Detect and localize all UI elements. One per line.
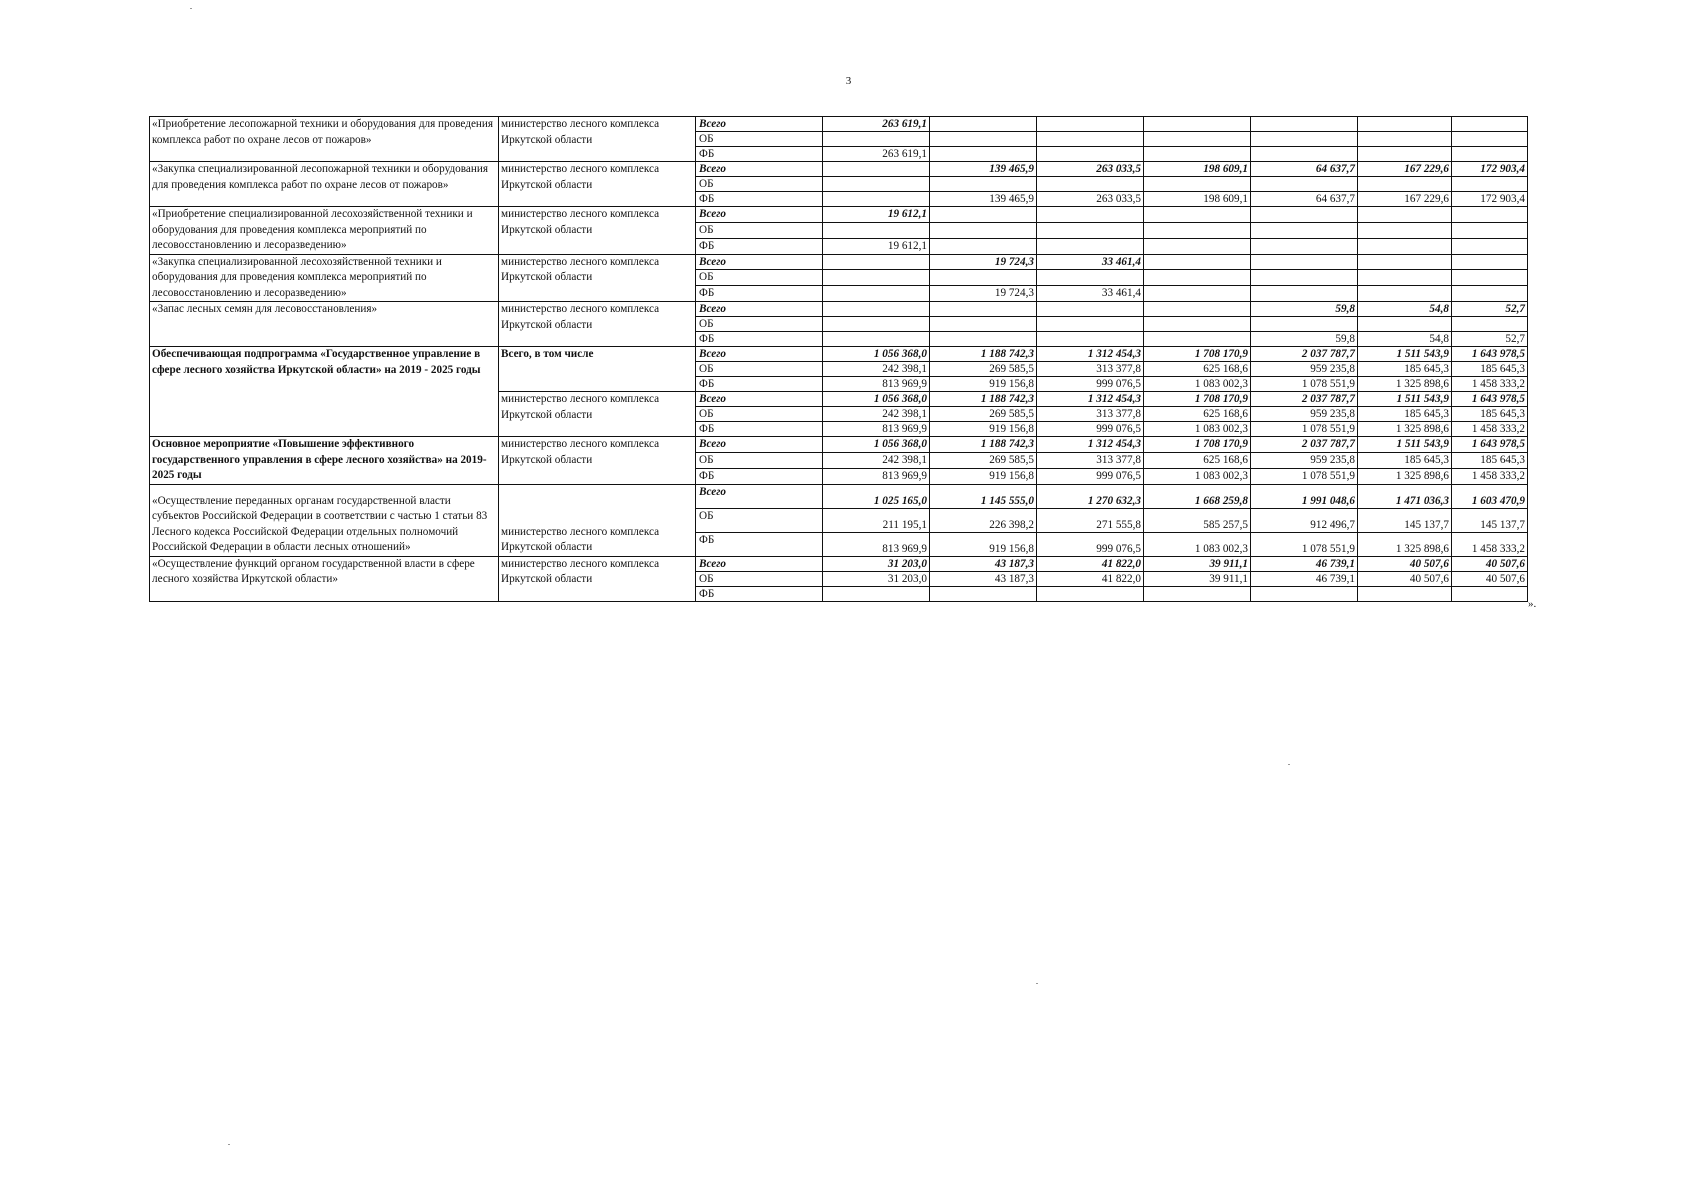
amount-cell <box>1358 132 1452 147</box>
executor-cell: министерство лесного комплекса Иркутской области <box>499 207 696 255</box>
amount-cell <box>1144 132 1251 147</box>
amount-cell <box>1358 238 1452 254</box>
amount-cell <box>930 177 1037 192</box>
amount-cell: 919 156,8 <box>930 422 1037 437</box>
funding-source-label: ФБ <box>696 377 823 392</box>
amount-cell <box>1037 207 1144 223</box>
amount-cell: 1 511 543,9 <box>1358 392 1452 407</box>
measure-name: «Приобретение специализированной лесохозяйственной техники и оборудования для проведения комплекса мероприятий по лесовосстановлению и лесоразведению» <box>150 207 499 255</box>
amount-cell: 40 507,6 <box>1452 556 1528 571</box>
amount-cell: 263 033,5 <box>1037 192 1144 207</box>
amount-cell: 19 724,3 <box>930 286 1037 302</box>
amount-cell: 167 229,6 <box>1358 192 1452 207</box>
measure-name: «Закупка специализированной лесопожарной техники и оборудования для проведения комплекса работ по охране лесов от пожаров» <box>150 162 499 207</box>
amount-cell: 999 076,5 <box>1037 377 1144 392</box>
amount-cell <box>1452 254 1528 270</box>
measure-name: «Приобретение лесопожарной техники и оборудования для проведения комплекса работ по охране лесов от пожаров» <box>150 117 499 162</box>
executor-cell: министерство лесного комплекса Иркутской области <box>499 556 696 601</box>
amount-cell: 1 188 742,3 <box>930 437 1037 453</box>
executor-cell: министерство лесного комплекса Иркутской области <box>499 254 696 302</box>
funding-source-label: Всего <box>696 484 823 508</box>
amount-cell <box>1251 207 1358 223</box>
amount-cell: 263 619,1 <box>823 147 930 162</box>
amount-cell <box>1452 238 1528 254</box>
measure-name: Основное мероприятие «Повышение эффективного государственного управления в сфере лесного хозяйства» на 2019-2025 годы <box>150 437 499 485</box>
amount-cell: 813 969,9 <box>823 422 930 437</box>
funding-source-label: ОБ <box>696 571 823 586</box>
amount-cell: 2 037 787,7 <box>1251 347 1358 362</box>
amount-cell <box>823 332 930 347</box>
funding-source-label: ОБ <box>696 177 823 192</box>
amount-cell: 39 911,1 <box>1144 556 1251 571</box>
amount-cell: 40 507,6 <box>1358 571 1452 586</box>
amount-cell <box>823 192 930 207</box>
amount-cell: 1 145 555,0 <box>930 484 1037 508</box>
amount-cell <box>823 177 930 192</box>
amount-cell: 999 076,5 <box>1037 532 1144 556</box>
amount-cell: 813 969,9 <box>823 532 930 556</box>
amount-cell: 1 325 898,6 <box>1358 422 1452 437</box>
amount-cell <box>1358 270 1452 286</box>
amount-cell <box>1251 117 1358 132</box>
amount-cell: 1 511 543,9 <box>1358 437 1452 453</box>
amount-cell <box>930 132 1037 147</box>
amount-cell <box>1358 317 1452 332</box>
scan-speck <box>228 1144 230 1145</box>
funding-source-label: ФБ <box>696 468 823 484</box>
amount-cell <box>1037 270 1144 286</box>
amount-cell: 40 507,6 <box>1452 571 1528 586</box>
amount-cell: 185 645,3 <box>1358 362 1452 377</box>
amount-cell <box>930 222 1037 238</box>
funding-source-label: Всего <box>696 347 823 362</box>
amount-cell: 1 025 165,0 <box>823 484 930 508</box>
funding-source-label: Всего <box>696 207 823 223</box>
amount-cell <box>1358 586 1452 601</box>
amount-cell: 269 585,5 <box>930 362 1037 377</box>
funding-source-label: ФБ <box>696 286 823 302</box>
amount-cell <box>1037 132 1144 147</box>
amount-cell <box>930 147 1037 162</box>
amount-cell: 39 911,1 <box>1144 571 1251 586</box>
amount-cell: 64 637,7 <box>1251 162 1358 177</box>
amount-cell <box>1037 302 1144 317</box>
amount-cell: 263 033,5 <box>1037 162 1144 177</box>
amount-cell <box>1144 332 1251 347</box>
funding-source-label: Всего <box>696 162 823 177</box>
amount-cell: 59,8 <box>1251 302 1358 317</box>
amount-cell: 919 156,8 <box>930 377 1037 392</box>
amount-cell: 59,8 <box>1251 332 1358 347</box>
amount-cell: 1 078 551,9 <box>1251 468 1358 484</box>
amount-cell <box>1251 132 1358 147</box>
amount-cell <box>1144 302 1251 317</box>
amount-cell: 313 377,8 <box>1037 407 1144 422</box>
amount-cell <box>930 207 1037 223</box>
amount-cell: 813 969,9 <box>823 468 930 484</box>
amount-cell <box>1251 177 1358 192</box>
closing-quote-mark: ». <box>1528 598 1537 610</box>
executor-cell: министерство лесного комплекса Иркутской области <box>499 117 696 162</box>
amount-cell <box>1358 207 1452 223</box>
amount-cell: 40 507,6 <box>1358 556 1452 571</box>
amount-cell: 313 377,8 <box>1037 362 1144 377</box>
funding-source-label: Всего <box>696 437 823 453</box>
amount-cell: 1 083 002,3 <box>1144 377 1251 392</box>
amount-cell: 1 056 368,0 <box>823 392 930 407</box>
amount-cell: 1 312 454,3 <box>1037 392 1144 407</box>
amount-cell <box>1144 177 1251 192</box>
amount-cell: 198 609,1 <box>1144 192 1251 207</box>
amount-cell: 625 168,6 <box>1144 407 1251 422</box>
amount-cell: 1 643 978,5 <box>1452 347 1528 362</box>
amount-cell: 43 187,3 <box>930 571 1037 586</box>
amount-cell: 33 461,4 <box>1037 286 1144 302</box>
amount-cell <box>1452 177 1528 192</box>
amount-cell: 172 903,4 <box>1452 192 1528 207</box>
amount-cell <box>1452 117 1528 132</box>
funding-source-label: Всего <box>696 302 823 317</box>
amount-cell: 46 739,1 <box>1251 571 1358 586</box>
amount-cell: 1 708 170,9 <box>1144 347 1251 362</box>
amount-cell <box>1251 238 1358 254</box>
amount-cell: 33 461,4 <box>1037 254 1144 270</box>
amount-cell <box>823 270 930 286</box>
amount-cell <box>1144 317 1251 332</box>
amount-cell: 46 739,1 <box>1251 556 1358 571</box>
amount-cell: 1 056 368,0 <box>823 347 930 362</box>
amount-cell <box>1144 147 1251 162</box>
amount-cell <box>1358 286 1452 302</box>
amount-cell: 313 377,8 <box>1037 452 1144 468</box>
amount-cell <box>1144 586 1251 601</box>
amount-cell: 1 083 002,3 <box>1144 422 1251 437</box>
amount-cell: 1 078 551,9 <box>1251 532 1358 556</box>
amount-cell: 1 083 002,3 <box>1144 468 1251 484</box>
amount-cell <box>1358 117 1452 132</box>
amount-cell: 242 398,1 <box>823 452 930 468</box>
amount-cell <box>823 302 930 317</box>
executor-cell: министерство лесного комплекса Иркутской области <box>499 302 696 347</box>
subprogram-name: Обеспечивающая подпрограмма «Государственное управление в сфере лесного хозяйства Иркутской области» на 2019 - 2025 годы <box>150 347 499 437</box>
amount-cell: 1 078 551,9 <box>1251 377 1358 392</box>
funding-source-label: Всего <box>696 556 823 571</box>
page-number: 3 <box>845 75 852 87</box>
amount-cell <box>823 286 930 302</box>
amount-cell: 1 325 898,6 <box>1358 532 1452 556</box>
amount-cell: 1 078 551,9 <box>1251 422 1358 437</box>
amount-cell <box>930 270 1037 286</box>
amount-cell <box>1251 147 1358 162</box>
amount-cell: 1 325 898,6 <box>1358 377 1452 392</box>
amount-cell: 625 168,6 <box>1144 362 1251 377</box>
amount-cell: 1 708 170,9 <box>1144 392 1251 407</box>
measure-name: «Запас лесных семян для лесовосстановления» <box>150 302 499 347</box>
amount-cell <box>1144 270 1251 286</box>
amount-cell <box>823 132 930 147</box>
amount-cell: 269 585,5 <box>930 407 1037 422</box>
amount-cell: 1 325 898,6 <box>1358 468 1452 484</box>
amount-cell: 959 235,8 <box>1251 362 1358 377</box>
amount-cell: 999 076,5 <box>1037 468 1144 484</box>
executor-cell: министерство лесного комплекса Иркутской области <box>499 162 696 207</box>
amount-cell <box>1358 222 1452 238</box>
amount-cell: 185 645,3 <box>1452 452 1528 468</box>
funding-source-label: ФБ <box>696 586 823 601</box>
amount-cell <box>930 238 1037 254</box>
funding-source-label: ФБ <box>696 238 823 254</box>
amount-cell: 52,7 <box>1452 332 1528 347</box>
table-row <box>150 347 1528 362</box>
amount-cell <box>1251 222 1358 238</box>
amount-cell <box>823 254 930 270</box>
scan-speck <box>1288 764 1290 765</box>
amount-cell: 1 603 470,9 <box>1452 484 1528 508</box>
funding-table <box>149 116 1528 602</box>
amount-cell: 242 398,1 <box>823 362 930 377</box>
funding-source-label: Всего <box>696 254 823 270</box>
amount-cell: 41 822,0 <box>1037 571 1144 586</box>
amount-cell <box>1144 286 1251 302</box>
amount-cell: 19 724,3 <box>930 254 1037 270</box>
amount-cell <box>1452 222 1528 238</box>
amount-cell: 1 458 333,2 <box>1452 468 1528 484</box>
amount-cell: 64 637,7 <box>1251 192 1358 207</box>
funding-source-label: ОБ <box>696 132 823 147</box>
amount-cell: 139 465,9 <box>930 162 1037 177</box>
amount-cell: 919 156,8 <box>930 532 1037 556</box>
amount-cell: 2 037 787,7 <box>1251 437 1358 453</box>
amount-cell: 31 203,0 <box>823 571 930 586</box>
amount-cell <box>1144 238 1251 254</box>
table-row <box>150 302 1528 317</box>
amount-cell <box>930 117 1037 132</box>
amount-cell <box>1452 586 1528 601</box>
amount-cell <box>930 317 1037 332</box>
amount-cell: 1 458 333,2 <box>1452 422 1528 437</box>
amount-cell: 585 257,5 <box>1144 508 1251 532</box>
measure-name: «Закупка специализированной лесохозяйственной техники и оборудования для проведения комплекса мероприятий по лесовосстановлению и лесоразведению» <box>150 254 499 302</box>
amount-cell <box>1037 317 1144 332</box>
amount-cell <box>823 222 930 238</box>
table-row <box>150 484 1528 508</box>
amount-cell: 145 137,7 <box>1452 508 1528 532</box>
amount-cell <box>930 302 1037 317</box>
funding-source-label: ФБ <box>696 532 823 556</box>
funding-source-label: ФБ <box>696 422 823 437</box>
amount-cell <box>1037 238 1144 254</box>
amount-cell <box>1251 270 1358 286</box>
amount-cell <box>1144 254 1251 270</box>
amount-cell <box>1452 270 1528 286</box>
scan-speck <box>1036 983 1038 984</box>
amount-cell: 1 083 002,3 <box>1144 532 1251 556</box>
amount-cell: 1 188 742,3 <box>930 347 1037 362</box>
amount-cell <box>1037 147 1144 162</box>
amount-cell: 1 056 368,0 <box>823 437 930 453</box>
amount-cell: 625 168,6 <box>1144 452 1251 468</box>
amount-cell: 52,7 <box>1452 302 1528 317</box>
funding-source-label: ОБ <box>696 270 823 286</box>
amount-cell: 139 465,9 <box>930 192 1037 207</box>
amount-cell <box>1251 317 1358 332</box>
executor-cell: министерство лесного комплекса Иркутской области <box>499 484 696 556</box>
amount-cell: 226 398,2 <box>930 508 1037 532</box>
amount-cell: 185 645,3 <box>1358 452 1452 468</box>
amount-cell <box>1037 332 1144 347</box>
funding-source-label: ОБ <box>696 317 823 332</box>
amount-cell: 19 612,1 <box>823 207 930 223</box>
amount-cell: 19 612,1 <box>823 238 930 254</box>
funding-source-label: ОБ <box>696 222 823 238</box>
measure-name: «Осуществление переданных органам государственной власти субъектов Российской Федерации в соответствии с частью 1 статьи 83 Лесного кодекса Российской Федерации отдельных полномочий Российской Федерации в области лесных отношений» <box>150 484 499 556</box>
amount-cell: 31 203,0 <box>823 556 930 571</box>
executor-cell: Всего, в том числе <box>499 347 696 392</box>
funding-source-label: ФБ <box>696 332 823 347</box>
amount-cell: 919 156,8 <box>930 468 1037 484</box>
table-row <box>150 254 1528 270</box>
amount-cell: 1 270 632,3 <box>1037 484 1144 508</box>
funding-source-label: Всего <box>696 117 823 132</box>
amount-cell <box>1358 147 1452 162</box>
amount-cell: 1 188 742,3 <box>930 392 1037 407</box>
amount-cell <box>1358 177 1452 192</box>
amount-cell: 271 555,8 <box>1037 508 1144 532</box>
amount-cell <box>1452 207 1528 223</box>
amount-cell <box>1144 207 1251 223</box>
table-row <box>150 207 1528 223</box>
amount-cell: 172 903,4 <box>1452 162 1528 177</box>
amount-cell <box>1144 222 1251 238</box>
amount-cell <box>823 162 930 177</box>
table-row <box>150 117 1528 132</box>
table-row <box>150 556 1528 571</box>
amount-cell: 959 235,8 <box>1251 452 1358 468</box>
amount-cell: 43 187,3 <box>930 556 1037 571</box>
amount-cell <box>1452 286 1528 302</box>
amount-cell <box>930 586 1037 601</box>
amount-cell <box>1452 147 1528 162</box>
measure-name: «Осуществление функций органом государственной власти в сфере лесного хозяйства Иркутской области» <box>150 556 499 601</box>
funding-source-label: ОБ <box>696 508 823 532</box>
table-row <box>150 437 1528 453</box>
funding-source-label: Всего <box>696 392 823 407</box>
scan-speck <box>190 8 192 9</box>
amount-cell <box>1251 286 1358 302</box>
funding-source-label: ОБ <box>696 362 823 377</box>
funding-source-label: ФБ <box>696 147 823 162</box>
amount-cell: 185 645,3 <box>1452 362 1528 377</box>
amount-cell <box>1251 254 1358 270</box>
amount-cell: 959 235,8 <box>1251 407 1358 422</box>
amount-cell: 54,8 <box>1358 302 1452 317</box>
amount-cell <box>1037 177 1144 192</box>
amount-cell: 1 643 978,5 <box>1452 437 1528 453</box>
amount-cell <box>1452 132 1528 147</box>
amount-cell <box>1251 586 1358 601</box>
amount-cell: 1 991 048,6 <box>1251 484 1358 508</box>
executor-cell: министерство лесного комплекса Иркутской области <box>499 392 696 437</box>
amount-cell: 145 137,7 <box>1358 508 1452 532</box>
amount-cell: 198 609,1 <box>1144 162 1251 177</box>
amount-cell: 1 708 170,9 <box>1144 437 1251 453</box>
amount-cell <box>1037 117 1144 132</box>
amount-cell <box>1037 222 1144 238</box>
amount-cell: 1 511 543,9 <box>1358 347 1452 362</box>
amount-cell: 41 822,0 <box>1037 556 1144 571</box>
amount-cell: 1 668 259,8 <box>1144 484 1251 508</box>
amount-cell: 185 645,3 <box>1358 407 1452 422</box>
amount-cell: 269 585,5 <box>930 452 1037 468</box>
amount-cell <box>1452 317 1528 332</box>
amount-cell <box>930 332 1037 347</box>
funding-source-label: ОБ <box>696 452 823 468</box>
amount-cell <box>1358 254 1452 270</box>
amount-cell: 185 645,3 <box>1452 407 1528 422</box>
executor-cell: министерство лесного комплекса Иркутской области <box>499 437 696 485</box>
funding-source-label: ФБ <box>696 192 823 207</box>
amount-cell: 912 496,7 <box>1251 508 1358 532</box>
amount-cell: 1 458 333,2 <box>1452 532 1528 556</box>
amount-cell: 813 969,9 <box>823 377 930 392</box>
amount-cell: 1 458 333,2 <box>1452 377 1528 392</box>
amount-cell: 2 037 787,7 <box>1251 392 1358 407</box>
amount-cell: 211 195,1 <box>823 508 930 532</box>
amount-cell: 242 398,1 <box>823 407 930 422</box>
amount-cell <box>823 586 930 601</box>
amount-cell: 1 471 036,3 <box>1358 484 1452 508</box>
amount-cell <box>823 317 930 332</box>
amount-cell: 263 619,1 <box>823 117 930 132</box>
amount-cell: 1 312 454,3 <box>1037 437 1144 453</box>
amount-cell: 1 312 454,3 <box>1037 347 1144 362</box>
amount-cell: 1 643 978,5 <box>1452 392 1528 407</box>
amount-cell <box>1144 117 1251 132</box>
amount-cell: 167 229,6 <box>1358 162 1452 177</box>
funding-source-label: ОБ <box>696 407 823 422</box>
amount-cell <box>1037 586 1144 601</box>
table-row <box>150 162 1528 177</box>
amount-cell: 54,8 <box>1358 332 1452 347</box>
amount-cell: 999 076,5 <box>1037 422 1144 437</box>
